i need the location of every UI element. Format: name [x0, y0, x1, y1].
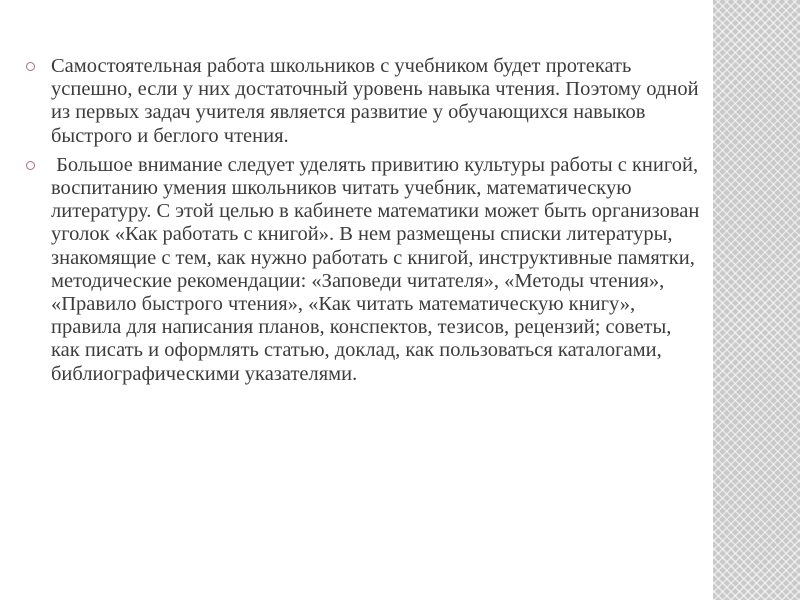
bullet-text: Самостоятельная работа школьников с учебником будет протекать успешно, если у них достаточный уровень навыка чтения. Поэтому одной из первых задач учителя является развитие у обучающихся навыков быстрого и беглого чтения.	[51, 55, 704, 147]
bullet-list	[26, 55, 705, 392]
bullet-item-reading-skills	[26, 55, 704, 148]
circle-bullet-icon	[26, 161, 35, 170]
circle-bullet-icon	[26, 62, 35, 71]
bullet-text: Большое внимание следует уделять привитию культуры работы с книгой, воспитанию умения школьников читать учебник, математическую литературу. С этой целью в кабинете математики может быть организован уголок «Как работать с книгой». В нем размещены списки литературы, знакомящие с тем, как нужно работать с книгой, инструктивные памятки, методические рекомендации: «Заповеди читателя», «Методы чтения», «Правило быстрого чтения», «Как читать математическую книгу», правила для написания планов, конспектов, тезисов, рецензий; советы, как писать и оформлять статью, доклад, как пользоваться каталогами, библиографическими указателями.	[51, 153, 705, 385]
decorative-side-band	[713, 0, 800, 600]
bullet-item-book-culture	[26, 153, 705, 386]
